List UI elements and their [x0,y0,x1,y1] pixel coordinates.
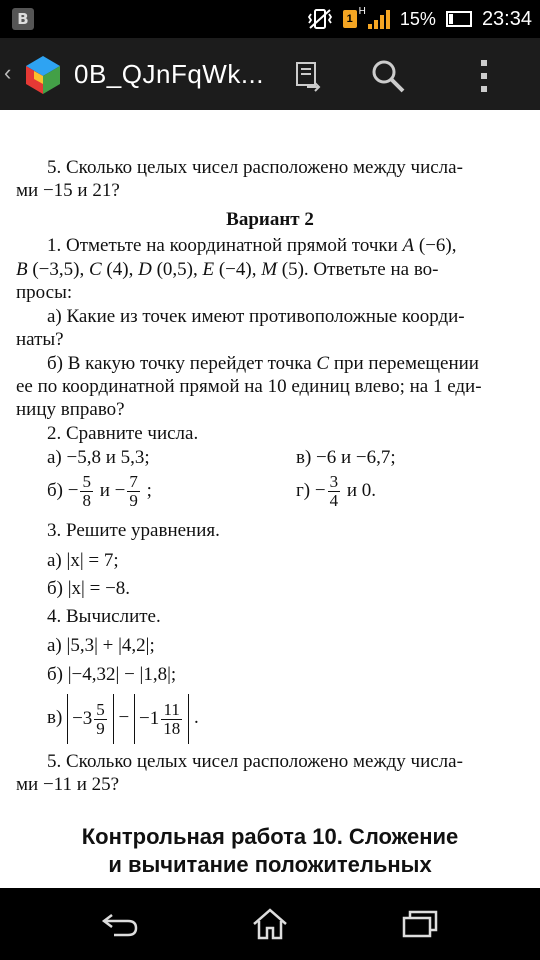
battery-icon [446,11,472,27]
overflow-menu-button[interactable] [462,54,506,98]
back-nav-icon [100,909,140,939]
search-button[interactable] [366,54,410,98]
text-line: ницу вправо? [16,399,125,420]
section-heading: Контрольная работа 10. Сложение [81,824,459,849]
question-1: 1. Отметьте на координатной прямой точки A (−6), [47,235,457,256]
text-line: 5. Сколько целых чисел расположено между числа- [47,157,463,178]
open-with-icon [291,59,325,93]
action-bar [0,38,540,110]
text-line: а) Какие из точек имеют противоположные коорди- [47,306,465,327]
back-nav-button[interactable] [98,906,142,942]
navigation-bar [0,888,540,960]
question-2: 2. Сравните числа. [47,423,199,444]
q2-a: а) −5,8 и 5,3; [47,447,150,468]
variant-heading: Вариант 2 [226,209,314,230]
notification-app-icon: B [12,8,34,30]
text-line: наты? [16,329,64,350]
recents-icon [400,908,440,940]
q2-g: г) − $\frac{3}{4}$ и 0. [296,472,377,511]
text-line: ми −11 и 25? [16,774,120,795]
sim-icon: 1 [343,10,357,28]
recents-button[interactable] [398,906,442,942]
question-4: 4. Вычислите. [47,606,161,627]
battery-percent: 15% [399,8,436,29]
text-line: просы: [16,282,73,303]
q3-b: б) |x| = −8. [47,578,131,599]
question-3: 3. Решите уравнения. [47,520,220,541]
q4-v: в) −3 $\frac{5}{9}$ − −1 $\frac{11}{18}$ . [47,692,530,746]
q4-b: б) |−4,32| − |1,8|; [47,664,177,685]
overflow-menu-icon [478,58,490,94]
text-line: ми −15 и 21? [16,180,120,201]
search-icon [370,58,406,94]
document-title[interactable]: 0B_QJnFqWk... [74,59,264,89]
status-icons [307,0,532,38]
back-icon[interactable]: ‹ [4,60,12,85]
q2-v: в) −6 и −6,7; [296,447,396,468]
question-1-points: B (−3,5), C (4), D (0,5), E (−4), M (5). Ответьте на во- [16,259,439,280]
signal-icon [368,9,390,29]
home-button[interactable] [248,906,292,942]
network-type: H [358,5,366,17]
question-5: 5. Сколько целых чисел расположено между числа- [47,751,463,772]
open-with-button[interactable] [286,54,330,98]
text-line: ее по координатной прямой на 10 единиц влево; на 1 еди- [16,376,482,397]
q4-a: а) |5,3| + |4,2|; [47,635,155,656]
status-bar [0,0,540,38]
text-line: б) В какую точку перейдет точка C при перемещении [47,353,479,374]
section-heading: и вычитание положительных [108,852,432,877]
drive-logo-icon[interactable] [22,54,64,96]
q2-b: б) − $\frac{5}{8}$ и − $\frac{7}{9}$ ; [47,472,152,511]
home-icon [250,906,290,942]
document-viewer[interactable] [0,110,540,888]
q3-a: а) |x| = 7; [47,550,119,571]
vibrate-icon [307,7,333,31]
clock: 23:34 [481,7,532,30]
